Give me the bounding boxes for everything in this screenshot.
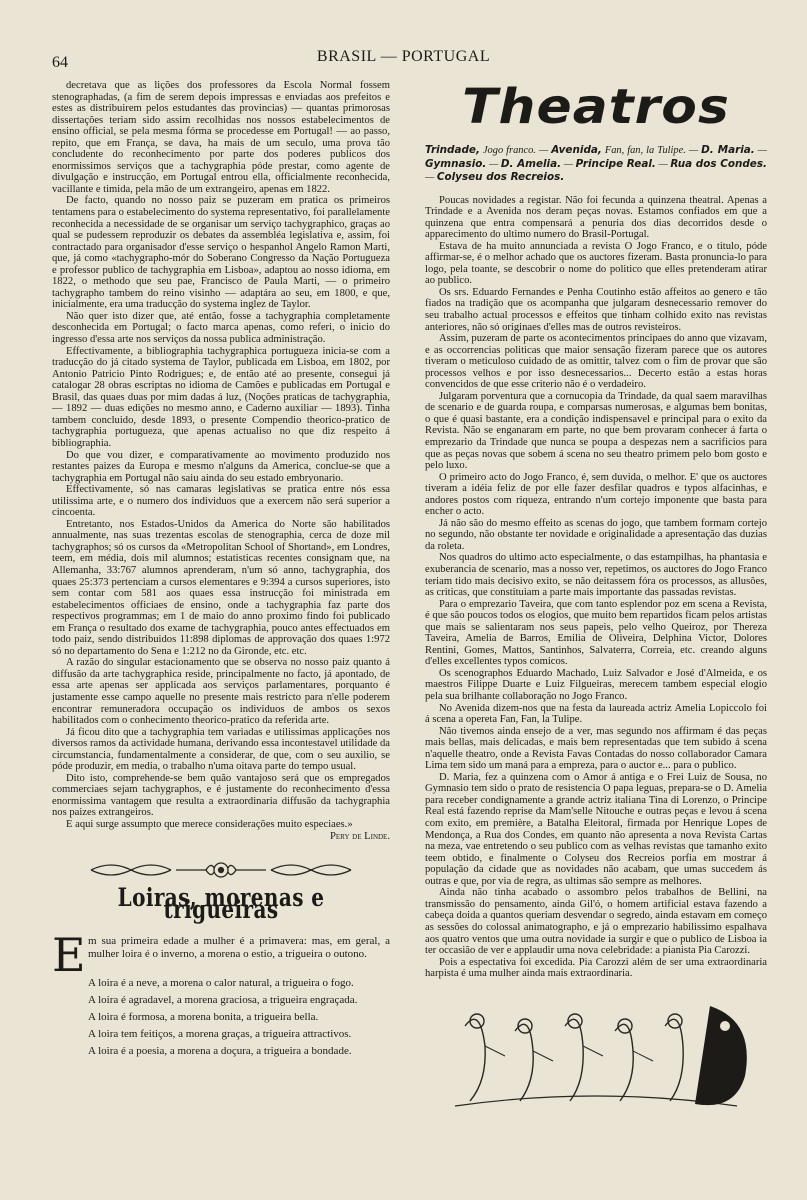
venue-detail: — (655, 158, 671, 170)
theatros-title: Theatros (462, 79, 730, 135)
poem-line: A loira tem feitiços, a morena graças, a trigueira attractivos. (88, 1028, 352, 1041)
poem-line: A loira é formosa, a morena bonita, a trigueira bella. (88, 1011, 319, 1024)
venue-detail: — (561, 158, 576, 170)
venue-name: Colyseu dos Recreios. (436, 171, 565, 183)
paragraph: Não tivemos ainda ensejo de a ver, mas segundo nos affirmam é das peças mais bellas, mais delicadas, e mais bem representadas que tem subido á scena n'aquelle theatro, onde a Revista Favas Contadas do nosso collaborador Camara Lima tem sido um maná para a empreza, para o auctor e... para o publico. (425, 725, 767, 772)
paragraph: Effectivamente, só nas camaras legislativas se pratica entre nós essa utilissima arte, e o numero dos individuos que a exercem não será superior a cincoenta. (52, 484, 390, 519)
venue-name: Trindade, (425, 144, 480, 156)
venue-detail: — (425, 172, 437, 183)
paragraph: De facto, quando no nosso paiz se puzeram em pratica os primeiros tentamens para o estabelecimento do systema representativo, foi parallelamente reconhecida a necessidade de se organisar um serviço tachygraphico, graças ao qual se pudessem reproduzir os debates da assembléa legislativa e, assim, foi contractado para organisador d'esse serviço o hespanhol Angelo Ramon Marti, que, já como «tachygrapho-mór do Soberano Congresso da Nação Portugueza e professor publico de tachygraphia em Lisboa», adaptou ao nosso idioma, em 1822, o methodo que seu pae, Francisco de Paula Marti, — o primeiro tachygrapho tambem do reino visinho — adaptára ao seu, em 1800, e que, inicialmente, era uma traducção do systema inglez de Taylor. (52, 195, 390, 311)
venue-name: D. Amelia. (500, 157, 562, 170)
paragraph: Ainda não tinha acabado o assombro pelos trabalhos de Bellini, na transmissão do pensamento, ainda Gil'ó, o homem artificial estava fazendo a cabeça doida a quantos queriam desvendar o segredo, ainda estavam em começo as sessões do colossal animatographo, e já o emprezario habilissimo espalhava aos quatro ventos que uma outra novidade ia surgir e que o publico de Lisboa ia ter occasião de ver e applaudir uma nova celebridade: a pianista Pia Carozzi. (425, 887, 767, 957)
paragraph: Os scenographos Eduardo Machado, Luiz Salvador e José d'Almeida, e os maestros Filippe Duarte e Luiz Filgueiras, merecem tambem especial elogio pela sua brilhante collaboração no Jogo Franco. (425, 667, 767, 703)
paragraph: Estava de ha muito annunciada a revista O Jogo Franco, e o titulo, póde affirmar-se, é o melhor achado que os auctores fizeram. Basta pronuncia-lo para logo, pela toante, se descobrir o nome do politico que elles pretenderam atirar ao publico. (425, 240, 767, 287)
paragraph: No Avenida dizem-nos que na festa da laureada actriz Amelia Lopiccolo foi á scena a opereta Fan, Fan, la Tulipe. (425, 702, 767, 726)
venue-detail: Fan, fan, la Tulipe. — (601, 145, 702, 156)
poem-line: A loira é agradavel, a morena graciosa, a trigueira engraçada. (88, 994, 358, 1007)
paragraph: Dito isto, comprehende-se bem quão vantajoso será que os empregados commerciaes sejam tachygraphos, e é justamente do reconhecimento d'essa enormissima vantagem que resulta a extraordinaria diffusão da tachygraphia nos paizes extrangeiros. (52, 772, 390, 819)
harp-birds-illustration-icon (425, 986, 767, 1116)
venue-detail: — (754, 145, 767, 156)
paragraph: E aqui surge assumpto que merece considerações muito especiaes.» (66, 819, 353, 830)
paragraph: Julgaram porventura que a cornucopia da Trindade, da qual saem maravilhas de scenario e de guarda roupa, e comparsas numerosas, e algumas bem bonitas, o que é quasi bastante, era a condição indispensavel e principal para o exito da Revista. Não se enganaram em parte, no que bem provaram conhecer á farta o emprezario da Trindade que nunca se poupa a despezas nem a sacrificios para que as peças novas que sobem á scena no seu theatro primem pelo bom gosto e pelo luxo. (425, 390, 767, 472)
right-column (425, 80, 767, 1119)
paragraph: Do que vou dizer, e comparativamente ao movimento produzido nos restantes paizes da Europa e mesmo n'alguns da America, conclue-se que a tachygraphia em Portugal não saiu ainda do seu estado embryonario. (52, 449, 390, 484)
venue-name: Principe Real. (575, 157, 656, 170)
venue-detail: Jogo franco. — (479, 145, 552, 156)
paragraph: A razão do singular estacionamento que se observa no nosso paiz quanto á diffusão da arte tachygraphica reside, principalmente no facto, já apontado, de essa arte apenas ser applicada aos serviços parlamentares, porquanto é justamente esse campo aquelle no presente mais restricto para n'elle poderem encontrar remuneradora occupação os individuos de ambos os sexos habilitados com o conhecimento theorico-pratico da referida arte. (52, 657, 390, 727)
venue-list (425, 144, 767, 185)
paragraph: Effectivamente, a bibliographia tachygraphica portugueza inicia-se com a traducção do já citado systema de Taylor, publicada em Lisboa, em 1802, por Antonio Patricio Pinto Rodrigues; e, de então até ao presente, consegui já catalogar 28 obras escriptas no idioma de Camões e publicadas em Portugal e Brasil, das quaes duas por mim dadas á luz, (Noções praticas de tachygraphia, — 1892 — duas edições no mesmo anno, e Caderno auxiliar — 1893). Tinha tambem concluido, desde 1893, o presente Compendio theorico-pratico de tachygraphia portugueza, que apenas actualiso no que diz respeito á bibliographia. (52, 345, 390, 449)
poem-intro: E m sua primeira edade a mulher é a primavera: mas, em geral, a mulher loira é o inverno, a morena o estio, a trigueira o outono. (52, 928, 390, 983)
paragraph: D. Maria, fez a quinzena com o Amor á antiga e o Frei Luiz de Sousa, no Gymnasio tem sido o prato de resistencia O papa leguas, prepara-se o D. Amelia para receber condignamente a grande actriz italiana Tina di Lorenzo, o Principe Real está fazendo reprise da Mam'selle Nitouche e outras peças e levou á scena com exito, em première, a Batalha Eleitoral, firmada por Henrique Lopes de Mendonça, a Rua dos Condes, em quanto não apresenta a nova Revista Cartas na meza, vae entretendo o seu publico com as velhas revistas que tamanho exito teem obtido, e finalmente o Colyseu dos Recreios porfia em mostrar á população da cidade que as novidades não acabam, que umas succedem ás outras e que, por via de regra, as ultimas são sempre as melhores. (425, 771, 767, 887)
theatre-review-body (425, 195, 767, 980)
paragraph: Entretanto, nos Estados-Unidos da America do Norte são habilitados annualmente, nas suas trezentas escolas de stenographia, cerca de doze mil tachygraphos; só os cursos da «Metropolitan School of Shortand», em Londres, teem, em média, dois mil alumnos; estatisticas recentes consignam que, na Allemanha, 33:767 alumnos aprenderam, n'um só anno, tachygraphia, dos quaes 25:373 pertenciam a cursos elementares e 9:394 a cursos superiores, isto sem contar com 581 aos quaes essa instrucção foi ministrada em estabelecimentos officiaes de ensino, onde a tachygraphia faz parte dos respectivos programmas; em 1 de maio do anno proximo findo foi publicado em França o resultado dos exame de tachygraphia, pouco antes effectuados em todo paiz, sendo distribuidos 11:898 diplomas de approvação dos quaes 1:972 só no departamento do Sena e 1:212 no da Gironde, etc. etc. (52, 518, 390, 657)
paragraph: Já não são do mesmo effeito as scenas do jogo, que tambem formam cortejo no segundo, não obstante ter novidade e originalidade a apresentação das duzias da roleta. (425, 517, 767, 552)
venue-name: D. Maria. (701, 144, 755, 156)
paragraph: Nos quadros do ultimo acto especialmente, o das estampilhas, ha phantasia e exuberancia de scenario, mas a nosso ver, repetimos, os auctores do Jogo Franco teriam tido mais decisivo exito, se não deitassem fóra os processos, as allusões, as criticas, que constituiam a parte mais importante das passadas revistas. (425, 552, 767, 599)
paragraph: decretava que as lições dos professores da Escola Normal fossem stenographadas, (a fim de serem depois impressas e enviadas aos prefeitos e estes as distribuirem pelos estudantes das provincias) — quantas primorosas dissertações teriam sido assim recolhidas nos nossos estabelecimentos de ensino official, se pela mesma fórma se procedesse em Portugal! — ao passo, repito, que em França, se dava, ha mais de um seculo, uma prova tão concludente do reconhecimento por parte dos poderes publicos dos enormissimos serviços que a tachygraphia póde prestar, como agente de divulgação e instrucção, em Portugal entrou ella, officialmente reconhecida, vacillante e timida, pela mão de um extrangeiro, apenas em 1822. (52, 80, 390, 195)
venue-detail: — (486, 158, 501, 170)
article-body (52, 80, 390, 831)
paragraph: Já ficou dito que a tachygraphia tem variadas e utilissimas applicações nos diversos ramos da actividade humana, derivando essa incontestavel utilidade da circumstancia, fundamentalmente a considerar, de que, com o seu auxilio, se póde produzir, em media, o trabalho n'uma oitava parte do tempo usual. (52, 726, 390, 773)
venue-name: Gymnasio. (425, 157, 487, 170)
venue-name: Rua dos Condes. (670, 157, 767, 170)
page-number: 64 (52, 54, 68, 71)
paragraph: Assim, puzeram de parte os acontecimentos principaes do anno que vizavam, e as occorrencias politicas que maior sensação fizeram parece que os autores tiveram o meticuloso cuidado de as omittir, talvez com o fim de provar que são processos velhos e por isso desnecessarios... Decerto estão a estas horas convencidos de que esse criterio não é o verdadeiro. (425, 333, 767, 391)
poem-line: A loira é a poesia, a morena a doçura, a trigueira a bondade. (88, 1045, 352, 1058)
poem (52, 928, 390, 1060)
author-signature: Pery de Linde. (330, 830, 390, 842)
paragraph: Para o emprezario Taveira, que com tanto esplendor poz em scena a Revista, é que são poucos todos os elogios, que muito bem repartidos ficam pelos artistas que mais se salientaram nos seus papeis, pelo velho Queiroz, por Thereza Taveira, Amelia de Barros, Emilia de Oliveira, Delphina Victor, Dolores Rentini, Gomes, Mattos, Santinhos, Salvaterra, Correia, etc. creando alguns d'elles excellentes typos comicos. (425, 598, 767, 668)
drop-cap: E (52, 928, 86, 983)
venue-name: Avenida, (551, 144, 602, 156)
paragraph: Os srs. Eduardo Fernandes e Penha Coutinho estão affeitos ao genero e tão fiados na tradição que os acompanha que julgaram desnecessario remover do seu trabalho actual processos e effeitos que tinham colhido exito nas revistas anteriores, não só originaes d'elles mas de outros revisteiros. (425, 286, 767, 333)
paragraph: Poucas novidades a registar. Não foi fecunda a quinzena theatral. Apenas a Trindade e a Avenida nos deram peças novas. Estamos confiados em que a quinzena que entra compensará a penuria dos dias decorridos desde o apparecimento do ultimo numero do Brasil-Portugal. (425, 194, 767, 241)
ornament-divider-icon (81, 858, 361, 882)
section-title: Loiras, morenas e trigueiras (117, 883, 325, 924)
poem-line: A loira é a neve, a morena o calor natural, a trigueira o fogo. (88, 977, 354, 990)
paragraph: Não quer isto dizer que, até então, fosse a tachygraphia completamente desconhecida em Portugal; o facto marca apenas, como referi, o inicio do ingresso d'essa arte nos serviços da nossa publica administração. (52, 310, 390, 346)
left-column (52, 80, 390, 1060)
paragraph: Pois a espectativa foi excedida. Pia Carozzi além de ser uma extraordinaria harpista é uma mulher ainda mais extraordinaria. (425, 956, 767, 980)
paragraph: O primeiro acto do Jogo Franco, é, sem duvida, o melhor. E' que os auctores tiveram a idéia feliz de por elle fazer desfilar quadros e typos alfacinhas, e andores postos com riqueza, entrando n'um cortejo imponente que basta para encher o acto. (425, 471, 767, 518)
running-head: BRASIL — PORTUGAL (316, 48, 491, 65)
